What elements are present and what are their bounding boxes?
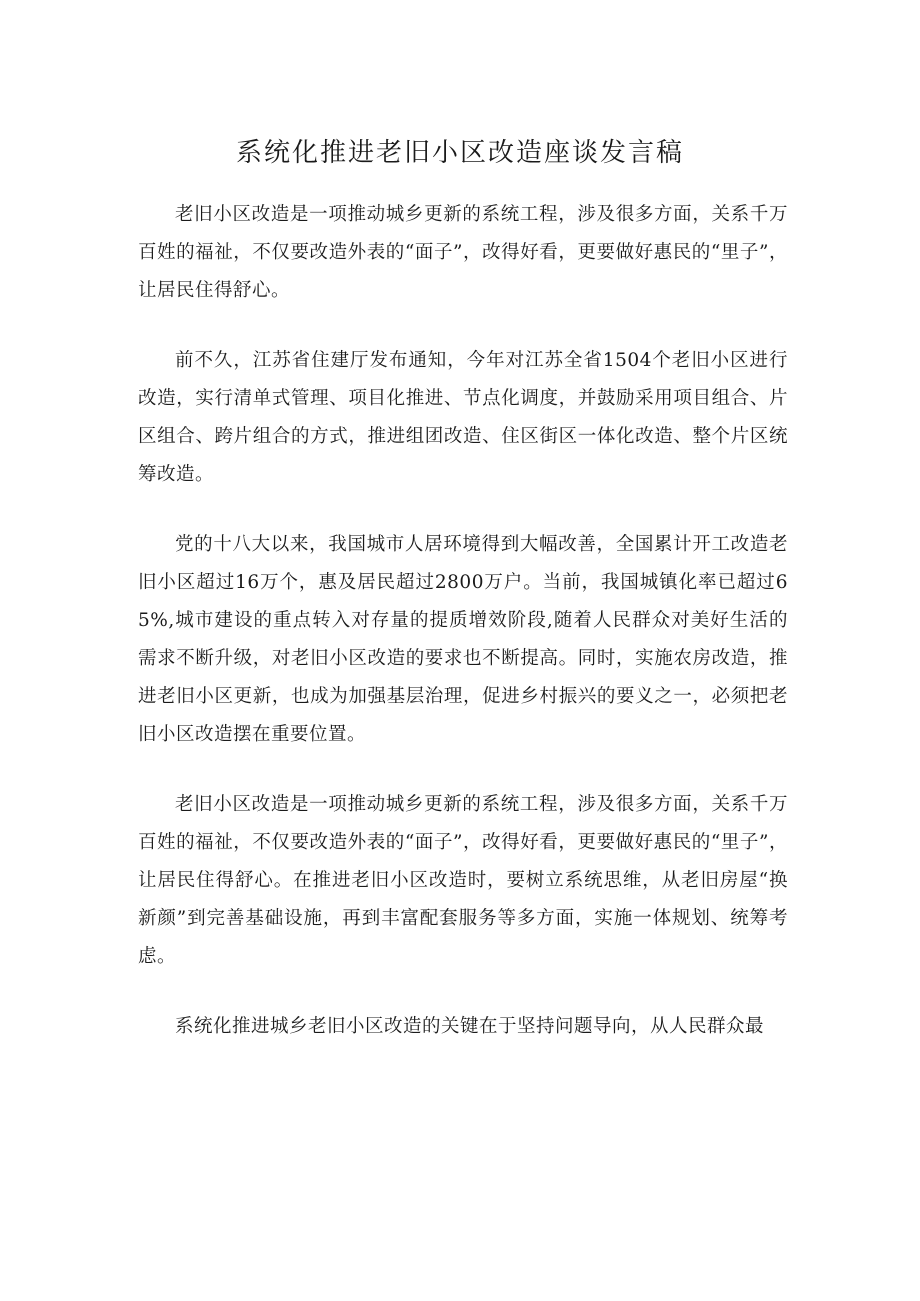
paragraph: 系统化推进城乡老旧小区改造的关键在于坚持问题导向，从人民群众最	[175, 1016, 765, 1037]
document-title: 系统化推进老旧小区改造座谈发言稿	[235, 138, 684, 168]
paragraph: 老旧小区改造是一项推动城乡更新的系统工程，涉及很多方面，关系千万百姓的福祉，不仅要改造外表的“面子”，改得好看，更要做好惠民的“里子”，让居民住得舒心。在推进老旧小区改造时，要树立系统思维，从老旧房屋“换新颜”到完善基础设施，再到丰富配套服务等多方面，实施一体规划、统筹考虑。	[138, 794, 788, 967]
document-body	[138, 196, 788, 1078]
paragraph: 党的十八大以来，我国城市人居环境得到大幅改善，全国累计开工改造老旧小区超过16万个，惠及居民超过2800万户。当前，我国城镇化率已超过65%,城市建设的重点转入对存量的提质增效阶段,随着人民群众对美好生活的需求不断升级，对老旧小区改造的要求也不断提高。同时，实施农房改造，推进老旧小区更新，也成为加强基层治理，促进乡村振兴的要义之一，必须把老旧小区改造摆在重要位置。	[138, 534, 788, 745]
paragraph: 前不久，江苏省住建厅发布通知，今年对江苏全省1504个老旧小区进行改造，实行清单式管理、项目化推进、节点化调度，并鼓励采用项目组合、片区组合、跨片组合的方式，推进组团改造、住区街区一体化改造、整个片区统筹改造。	[138, 350, 788, 485]
paragraph: 老旧小区改造是一项推动城乡更新的系统工程，涉及很多方面，关系千万百姓的福祉，不仅要改造外表的“面子”，改得好看，更要做好惠民的“里子”，让居民住得舒心。	[138, 204, 788, 301]
